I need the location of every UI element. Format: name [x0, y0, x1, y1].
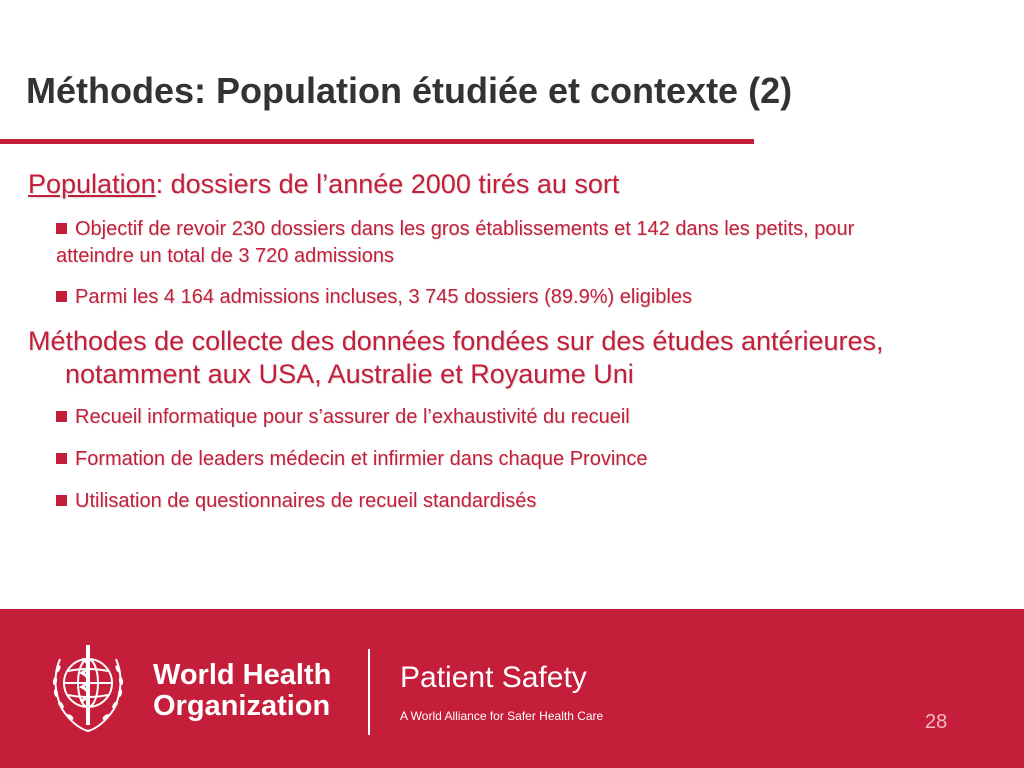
patient-safety-title: Patient Safety	[400, 661, 587, 694]
square-bullet-icon	[56, 453, 67, 464]
methods-heading: Méthodes de collecte des données fondées sur des études antérieures, notamment aux USA, Australie et Royaume Uni	[28, 326, 884, 389]
bullet-item	[28, 216, 928, 270]
patient-safety-subtitle: A World Alliance for Safer Health Care	[400, 709, 604, 723]
population-description: : dossiers de l’année 2000 tirés au sort	[155, 169, 620, 199]
title-underline-rule	[0, 139, 754, 144]
who-name-line1: World Health	[153, 659, 332, 691]
bullet-text: Utilisation de questionnaires de recueil standardisés	[75, 490, 537, 512]
population-label: Population	[28, 169, 156, 199]
square-bullet-icon	[56, 291, 67, 302]
who-wordmark	[153, 660, 331, 722]
square-bullet-icon	[56, 223, 67, 234]
bullet-text: Objectif de revoir 230 dossiers dans les gros établissements et 142 dans les petits, pour atteindre un total de 3 720 admissions	[56, 218, 855, 267]
bullet-text: Recueil informatique pour s’assurer de l’exhaustivité du recueil	[75, 406, 630, 428]
slide-content	[28, 168, 928, 515]
square-bullet-icon	[56, 495, 67, 506]
bullet-item	[28, 284, 928, 311]
bullet-item	[28, 404, 928, 431]
population-heading	[28, 168, 928, 201]
who-name-line2: Organization	[153, 690, 331, 722]
square-bullet-icon	[56, 411, 67, 422]
page-number: 28	[925, 711, 948, 733]
footer-banner	[0, 609, 1024, 768]
who-emblem-icon	[46, 639, 130, 739]
bullet-text: Parmi les 4 164 admissions incluses, 3 745 dossiers (89.9%) eligibles	[75, 286, 692, 308]
bullet-item	[28, 446, 928, 473]
bullet-item	[28, 488, 928, 515]
footer-divider	[368, 649, 370, 735]
slide-title: Méthodes: Population étudiée et contexte (2)	[26, 70, 793, 111]
bullet-text: Formation de leaders médecin et infirmier dans chaque Province	[75, 448, 648, 470]
